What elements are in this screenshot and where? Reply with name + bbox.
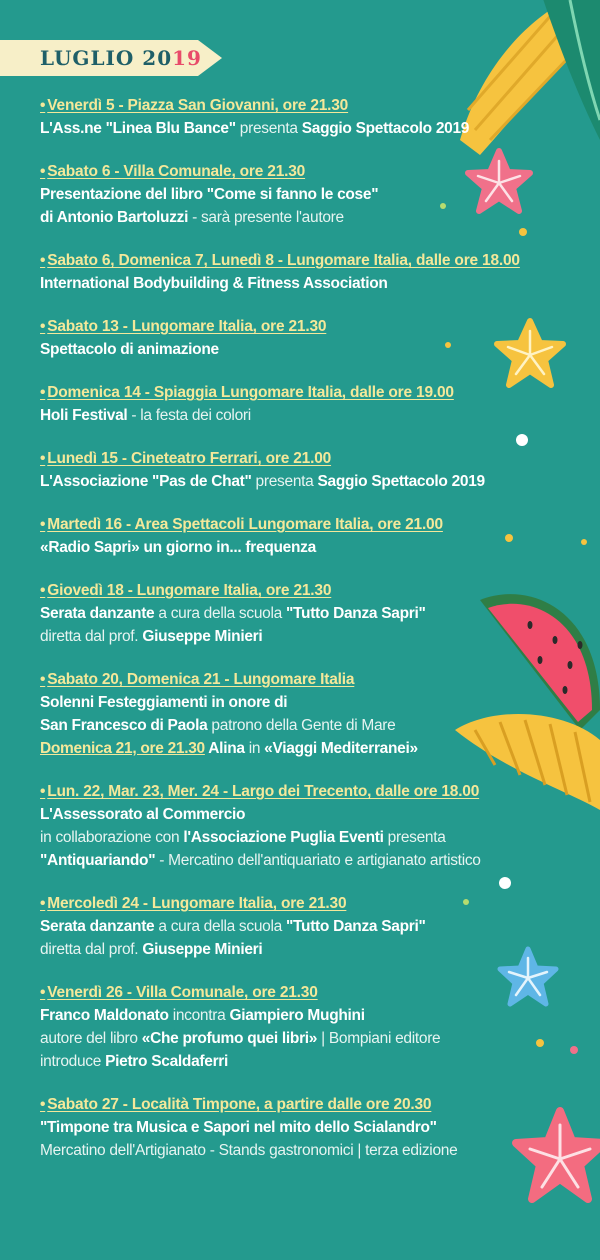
event-text-segment: in collaborazione con	[40, 829, 184, 846]
event-description-line	[40, 1050, 560, 1073]
month-banner	[0, 40, 222, 76]
event-title: • Martedì 16 - Area Spettacoli Lungomare Italia, ore 21.00	[40, 513, 443, 536]
event-text-segment: Domenica 21, ore 21.30	[40, 740, 205, 757]
event-text-segment: di Antonio Bartoluzzi	[40, 209, 189, 226]
event-item	[40, 160, 560, 229]
event-item	[40, 981, 560, 1073]
event-text-segment: l'Associazione Puglia Eventi	[183, 829, 384, 846]
event-text-segment: «Che profumo quei libri»	[141, 1030, 318, 1047]
event-text-segment: Franco Maldonato	[40, 1007, 169, 1024]
event-title: • Sabato 13 - Lungomare Italia, ore 21.30	[40, 315, 326, 338]
event-item	[40, 668, 560, 760]
event-text-segment: Serata danzante	[40, 918, 155, 935]
event-text-segment: L'Ass.ne "Linea Blu Bance"	[40, 120, 236, 137]
event-item	[40, 447, 560, 493]
event-description-line	[40, 915, 560, 938]
event-item	[40, 94, 560, 140]
event-title: • Sabato 27 - Località Timpone, a partire dalle ore 20.30	[40, 1093, 431, 1116]
event-text-segment: diretta dal prof.	[40, 628, 143, 645]
event-title: • Giovedì 18 - Lungomare Italia, ore 21.30	[40, 579, 331, 602]
event-text-segment: presenta	[235, 120, 302, 137]
event-text-segment: a cura della scuola	[154, 918, 286, 935]
event-description-line	[40, 272, 560, 295]
event-text-segment: "Tutto Danza Sapri"	[285, 918, 426, 935]
event-text-segment: L'Assessorato al Commercio	[40, 806, 246, 823]
event-text-segment: presenta	[383, 829, 446, 846]
event-item	[40, 579, 560, 648]
event-text-segment: | Bompiani editore	[317, 1030, 441, 1047]
event-item	[40, 780, 560, 872]
event-description-line	[40, 938, 560, 961]
event-item	[40, 381, 560, 427]
event-description-line	[40, 849, 560, 872]
event-description-line	[40, 1139, 560, 1162]
month-title	[40, 46, 202, 70]
event-title: • Lun. 22, Mar. 23, Mer. 24 - Largo dei Trecento, dalle ore 18.00	[40, 780, 479, 803]
event-text-segment: autore del libro	[40, 1030, 142, 1047]
event-description-line	[40, 826, 560, 849]
event-description-line	[40, 625, 560, 648]
events-list	[40, 94, 560, 1182]
event-description-line	[40, 183, 560, 206]
event-text-segment: - sarà presente l'autore	[188, 209, 344, 226]
event-item	[40, 1093, 560, 1162]
event-text-segment: presenta	[251, 473, 318, 490]
event-title: • Sabato 6, Domenica 7, Lunedì 8 - Lungomare Italia, dalle ore 18.00	[40, 249, 520, 272]
event-title: • Domenica 14 - Spiaggia Lungomare Italia, dalle ore 19.00	[40, 381, 454, 404]
event-description-line	[40, 1116, 560, 1139]
month-label: LUGLIO 20	[40, 46, 173, 70]
event-text-segment: «Viaggi Mediterranei»	[264, 740, 418, 757]
event-text-segment: "Tutto Danza Sapri"	[285, 605, 426, 622]
event-description-line	[40, 536, 560, 559]
event-text-segment: San Francesco di Paola	[40, 717, 208, 734]
event-text-segment: Alina	[204, 740, 245, 757]
event-text-segment: Giuseppe Minieri	[142, 941, 263, 958]
event-title: • Mercoledì 24 - Lungomare Italia, ore 21.30	[40, 892, 346, 915]
event-text-segment: Presentazione del libro "Come si fanno le cose"	[40, 186, 379, 203]
event-text-segment: in	[244, 740, 265, 757]
event-description-line	[40, 714, 560, 737]
event-description-line	[40, 602, 560, 625]
event-description-line	[40, 691, 560, 714]
event-text-segment: «Radio Sapri» un giorno in... frequenza	[40, 539, 316, 556]
event-text-segment: introduce	[40, 1053, 106, 1070]
event-title: • Sabato 20, Domenica 21 - Lungomare Italia	[40, 668, 354, 691]
year-suffix: 19	[172, 46, 202, 70]
event-description-line	[40, 206, 560, 229]
event-description-line	[40, 1027, 560, 1050]
event-text-segment: - Mercatino dell'antiquariato e artigianato artistico	[155, 852, 481, 869]
event-description-line	[40, 338, 560, 361]
event-text-segment: Pietro Scaldaferri	[105, 1053, 229, 1070]
event-description-line	[40, 803, 560, 826]
event-item	[40, 513, 560, 559]
event-description-line	[40, 470, 560, 493]
event-description-line	[40, 737, 560, 760]
event-text-segment: Saggio Spettacolo 2019	[317, 473, 485, 490]
event-text-segment: "Timpone tra Musica e Sapori nel mito dello Scialandro"	[40, 1119, 437, 1136]
event-text-segment: a cura della scuola	[154, 605, 286, 622]
event-text-segment: Mercatino dell'Artigianato - Stands gastronomici | terza edizione	[40, 1142, 458, 1159]
event-title: • Lunedì 15 - Cineteatro Ferrari, ore 21.00	[40, 447, 331, 470]
event-description-line	[40, 404, 560, 427]
event-item	[40, 315, 560, 361]
event-title: • Sabato 6 - Villa Comunale, ore 21.30	[40, 160, 305, 183]
event-text-segment: International Bodybuilding & Fitness Association	[40, 275, 388, 292]
event-text-segment: Saggio Spettacolo 2019	[301, 120, 470, 137]
event-text-segment: - la festa dei colori	[127, 407, 251, 424]
event-description-line	[40, 117, 560, 140]
event-title: • Venerdì 5 - Piazza San Giovanni, ore 21.30	[40, 94, 348, 117]
event-text-segment: Serata danzante	[40, 605, 155, 622]
event-title: • Venerdì 26 - Villa Comunale, ore 21.30	[40, 981, 318, 1004]
event-text-segment: diretta dal prof.	[40, 941, 143, 958]
event-text-segment: Holi Festival	[40, 407, 128, 424]
event-text-segment: Spettacolo di animazione	[40, 341, 219, 358]
event-item	[40, 892, 560, 961]
event-description-line	[40, 1004, 560, 1027]
event-text-segment: patrono della Gente di Mare	[207, 717, 396, 734]
event-text-segment: "Antiquariando"	[40, 852, 156, 869]
event-text-segment: Solenni Festeggiamenti in onore di	[40, 694, 288, 711]
event-text-segment: incontra	[168, 1007, 230, 1024]
event-text-segment: L'Associazione "Pas de Chat"	[40, 473, 252, 490]
event-item	[40, 249, 560, 295]
event-text-segment: Giampiero Mughini	[229, 1007, 365, 1024]
event-text-segment: Giuseppe Minieri	[142, 628, 263, 645]
